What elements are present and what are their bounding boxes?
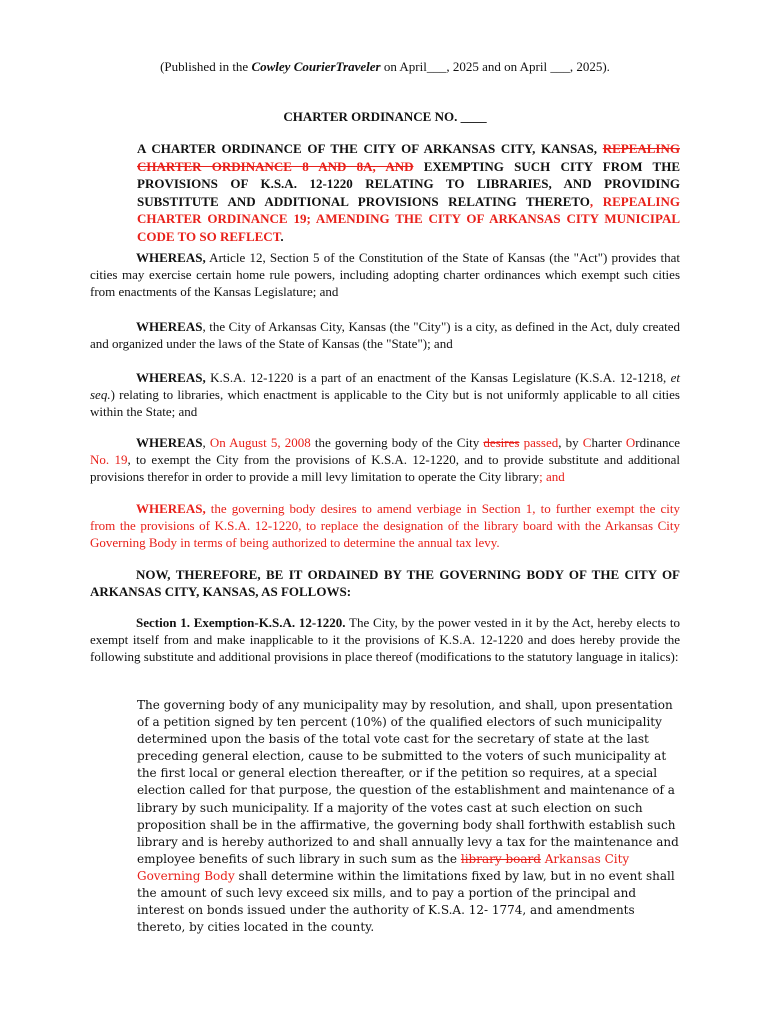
whereas-1-text: Article 12, Section 5 of the Constitution of the State of Kansas (the "Act") provides that cities may exercise certain home rule powers, including adopting charter ordinances which exempt such cities from enactments of the Kansas Legislature; and bbox=[90, 250, 680, 299]
whereas-2-text: , the City of Arkansas City, Kansas (the "City") is a city, as defined in the Act, duly created and organized under the laws of the State of Kansas (the "State"); and bbox=[90, 319, 680, 351]
whereas-4-t4: harter bbox=[591, 435, 626, 450]
whereas-5-lead: WHEREAS, bbox=[136, 501, 206, 516]
whereas-4-r6: ; and bbox=[539, 469, 565, 484]
statute-struck-text: library board bbox=[460, 851, 541, 866]
newspaper-name: Cowley CourierTraveler bbox=[251, 59, 381, 74]
now-therefore-clause bbox=[90, 566, 680, 600]
title-end: . bbox=[280, 228, 284, 244]
publication-suffix: on April___, 2025 and on April ___, 2025). bbox=[380, 59, 610, 74]
whereas-5-text: the governing body desires to amend verbiage in Section 1, to further exempt the city from the provisions of K.S.A. 12-1220, to replace the designation of the library board with the Arkansas City Governing Body in terms of being authorized to determine the annual tax levy. bbox=[90, 501, 680, 550]
whereas-4-t6: , to exempt the City from the provisions of K.S.A. 12-1220, and to provide substitute and additional provisions therefor in order to provide a mill levy limitation to operate the City library bbox=[90, 452, 680, 484]
statute-added-text: Arkansas City Governing Body bbox=[137, 851, 630, 883]
section-1-text: The City, by the power vested in it by the Act, hereby elects to exempt itself from and make inapplicable to it the provisions of K.S.A. 12-1220 and does hereby provide the following substitute and additional provisions in place thereof (modifications to the statutory language in italics): bbox=[90, 615, 681, 664]
whereas-4-r3: C bbox=[582, 435, 592, 450]
ordinance-number: CHARTER ORDINANCE NO. ____ bbox=[283, 109, 487, 124]
whereas-4-added-passed: passed bbox=[519, 435, 559, 450]
whereas-1-lead: WHEREAS, bbox=[136, 250, 206, 265]
statute-text-2: shall determine within the limitations fixed by law, but in no event shall the amount of such levy exceed six mills, and to pay a portion of the principal and interest on bonds issued under the authority of K.S.A. 12- 1774, and amendments thereto, by cities located in the county. bbox=[137, 868, 675, 935]
whereas-5 bbox=[90, 500, 680, 551]
whereas-3-et-seq: et seq. bbox=[90, 370, 680, 402]
whereas-4-t3: , by bbox=[558, 435, 583, 450]
whereas-2-lead: WHEREAS bbox=[136, 319, 203, 334]
whereas-1 bbox=[90, 249, 680, 300]
whereas-4-t2: the governing body of the City bbox=[310, 435, 484, 450]
section-1 bbox=[90, 614, 680, 665]
whereas-3-text2: ) relating to libraries, which enactment is applicable to the City but is not uniformly applicable to all cities within the State; and bbox=[90, 387, 680, 419]
whereas-4-t5: rdinance bbox=[635, 435, 681, 450]
statute-text-1: The governing body of any municipality may by resolution, and shall, upon presentation of a petition signed by ten percent (10%) of the qualified electors of such municipality determined upon the basis of the total vote cast for the secretary of state at the last preceding general election, cause to be submitted to the voters of such municipality at the first local or general election thereafter, or if the petition so requires, at a special election called for that purpose, the question of the establishment and maintenance of a library by such municipality. If a majority of the votes cast at such election on such proposition shall be in the affirmative, the governing body shall forthwith establish such library and is hereby authorized to and shall annually levy a tax for the maintenance and employee benefits of such library in such sum as the bbox=[137, 698, 679, 866]
section-1-heading: Section 1. Exemption-K.S.A. 12-1220. bbox=[136, 615, 346, 630]
title-added-text: , REPEALING CHARTER ORDINANCE 19; AMENDING THE CITY OF ARKANSAS CITY MUNICIPAL CODE TO SO REFLECT bbox=[137, 193, 680, 244]
whereas-3-text1: K.S.A. 12-1220 is a part of an enactment of the Kansas Legislature (K.S.A. 12-1218, bbox=[205, 370, 671, 385]
statute-quote bbox=[137, 697, 680, 936]
whereas-4-struck-text: desires bbox=[483, 435, 520, 450]
whereas-4-r4: O bbox=[625, 435, 636, 450]
whereas-3-lead: WHEREAS, bbox=[136, 370, 206, 385]
ordinance-title bbox=[137, 140, 680, 245]
title-struck-text: REPEALING CHARTER ORDINANCE 8 AND 8A, AND bbox=[137, 141, 680, 174]
whereas-4 bbox=[90, 434, 680, 485]
publication-notice bbox=[90, 58, 680, 75]
whereas-4-lead: WHEREAS bbox=[136, 435, 203, 450]
now-therefore-text: NOW, THEREFORE, BE IT ORDAINED BY THE GOVERNING BODY OF THE CITY OF ARKANSAS CITY, KANSAS, AS FOLLOWS: bbox=[90, 567, 680, 599]
whereas-3 bbox=[90, 369, 680, 420]
whereas-2 bbox=[90, 318, 680, 352]
whereas-4-added-date: On August 5, 2008 bbox=[209, 435, 311, 450]
publication-prefix: (Published in the bbox=[160, 59, 252, 74]
whereas-4-t1: , bbox=[202, 435, 210, 450]
whereas-4-added-number: No. 19 bbox=[90, 452, 128, 467]
title-part1: A CHARTER ORDINANCE OF THE CITY OF ARKANSAS CITY, KANSAS, bbox=[137, 141, 603, 156]
title-part2: EXEMPTING SUCH CITY FROM THE PROVISIONS OF K.S.A. 12-1220 RELATING TO LIBRARIES, AND PROVIDING SUBSTITUTE AND ADDITIONAL PROVISIONS RELATING THERETO bbox=[137, 158, 680, 209]
